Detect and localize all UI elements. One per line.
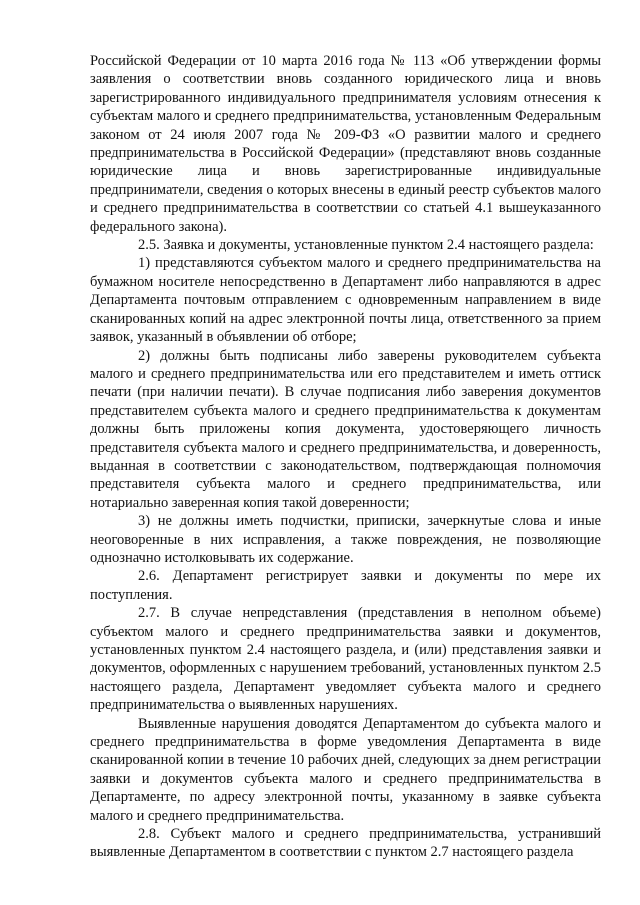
paragraph-2-5: 2.5. Заявка и документы, установленные пунктом 2.4 настоящего раздела: <box>138 237 594 254</box>
document-page <box>90 52 601 862</box>
paragraph-2-6: 2.6. Департамент регистрирует заявки и документы по мере их поступления. <box>90 568 601 603</box>
paragraph-2-8: 2.8. Субъект малого и среднего предпринимательства, устранивший выявленные Департаментом в соответствии с пунктом 2.7 настоящего раздела <box>90 826 601 861</box>
paragraph-2-5-item-2: 2) должны быть подписаны либо заверены руководителем субъекта малого и среднего предпринимательства или его представителем и иметь оттиск печати (при наличии печати). В случае подписания либо заверения документов представителем субъекта малого и среднего предпринимательства к документам должны быть приложены копия документа, удостоверяющего личность представителя субъекта малого и среднего предпринимательства, и доверенность, выданная в соответствии с законодательством, подтверждающая полномочия представителя субъекта малого и среднего предпринимательства, или нотариально заверенная копия такой доверенности; <box>90 347 601 511</box>
paragraph-2-5-item-1: 1) представляются субъектом малого и среднего предпринимательства на бумажном носителе непосредственно в Департамент либо направляются в адрес Департамента почтовым отправлением с одновременным направлением в виде сканированных копий на адрес электронной почты лица, ответственного за прием заявок, указанный в объявлении об отборе; <box>90 255 601 346</box>
paragraph-continuation: Российской Федерации от 10 марта 2016 года № 113 «Об утверждении формы заявления о соответствии вновь созданного юридического лица и вновь зарегистрированного индивидуального предпринимателя условиям отнесения к субъектам малого и среднего предпринимательства, установленным Федеральным законом от 24 июля 2007 года № 209-ФЗ «О развитии малого и среднего предпринимательства в Российской Федерации» (представляют вновь созданные юридические лица и вновь зарегистрированные индивидуальные предприниматели, сведения о которых внесены в единый реестр субъектов малого и среднего предпринимательства в соответствии со статьей 4.1 вышеуказанного федерального закона). <box>90 53 601 235</box>
paragraph-2-5-item-3: 3) не должны иметь подчистки, приписки, зачеркнутые слова и иные неоговоренные в них исправления, а также повреждения, не позволяющие однозначно истолковывать их содержание. <box>90 513 601 566</box>
paragraph-2-7: 2.7. В случае непредставления (представления в неполном объеме) субъектом малого и среднего предпринимательства заявки и документов, установленных пунктом 2.4 настоящего раздела, и (или) представления заявки и документов, оформленных с нарушением требований, установленных пунктом 2.5 настоящего раздела, Департамент уведомляет субъекта малого и среднего предпринимательства о выявленных нарушениях. <box>90 605 601 714</box>
paragraph-2-7-violations: Выявленные нарушения доводятся Департаментом до субъекта малого и среднего предпринимательства в форме уведомления Департамента в виде сканированной копии в течение 10 рабочих дней, следующих за днем регистрации заявки и документов субъекта малого и среднего предпринимательства в Департаменте, по адресу электронной почты, указанному в заявке субъекта малого и среднего предпринимательства. <box>90 715 601 824</box>
